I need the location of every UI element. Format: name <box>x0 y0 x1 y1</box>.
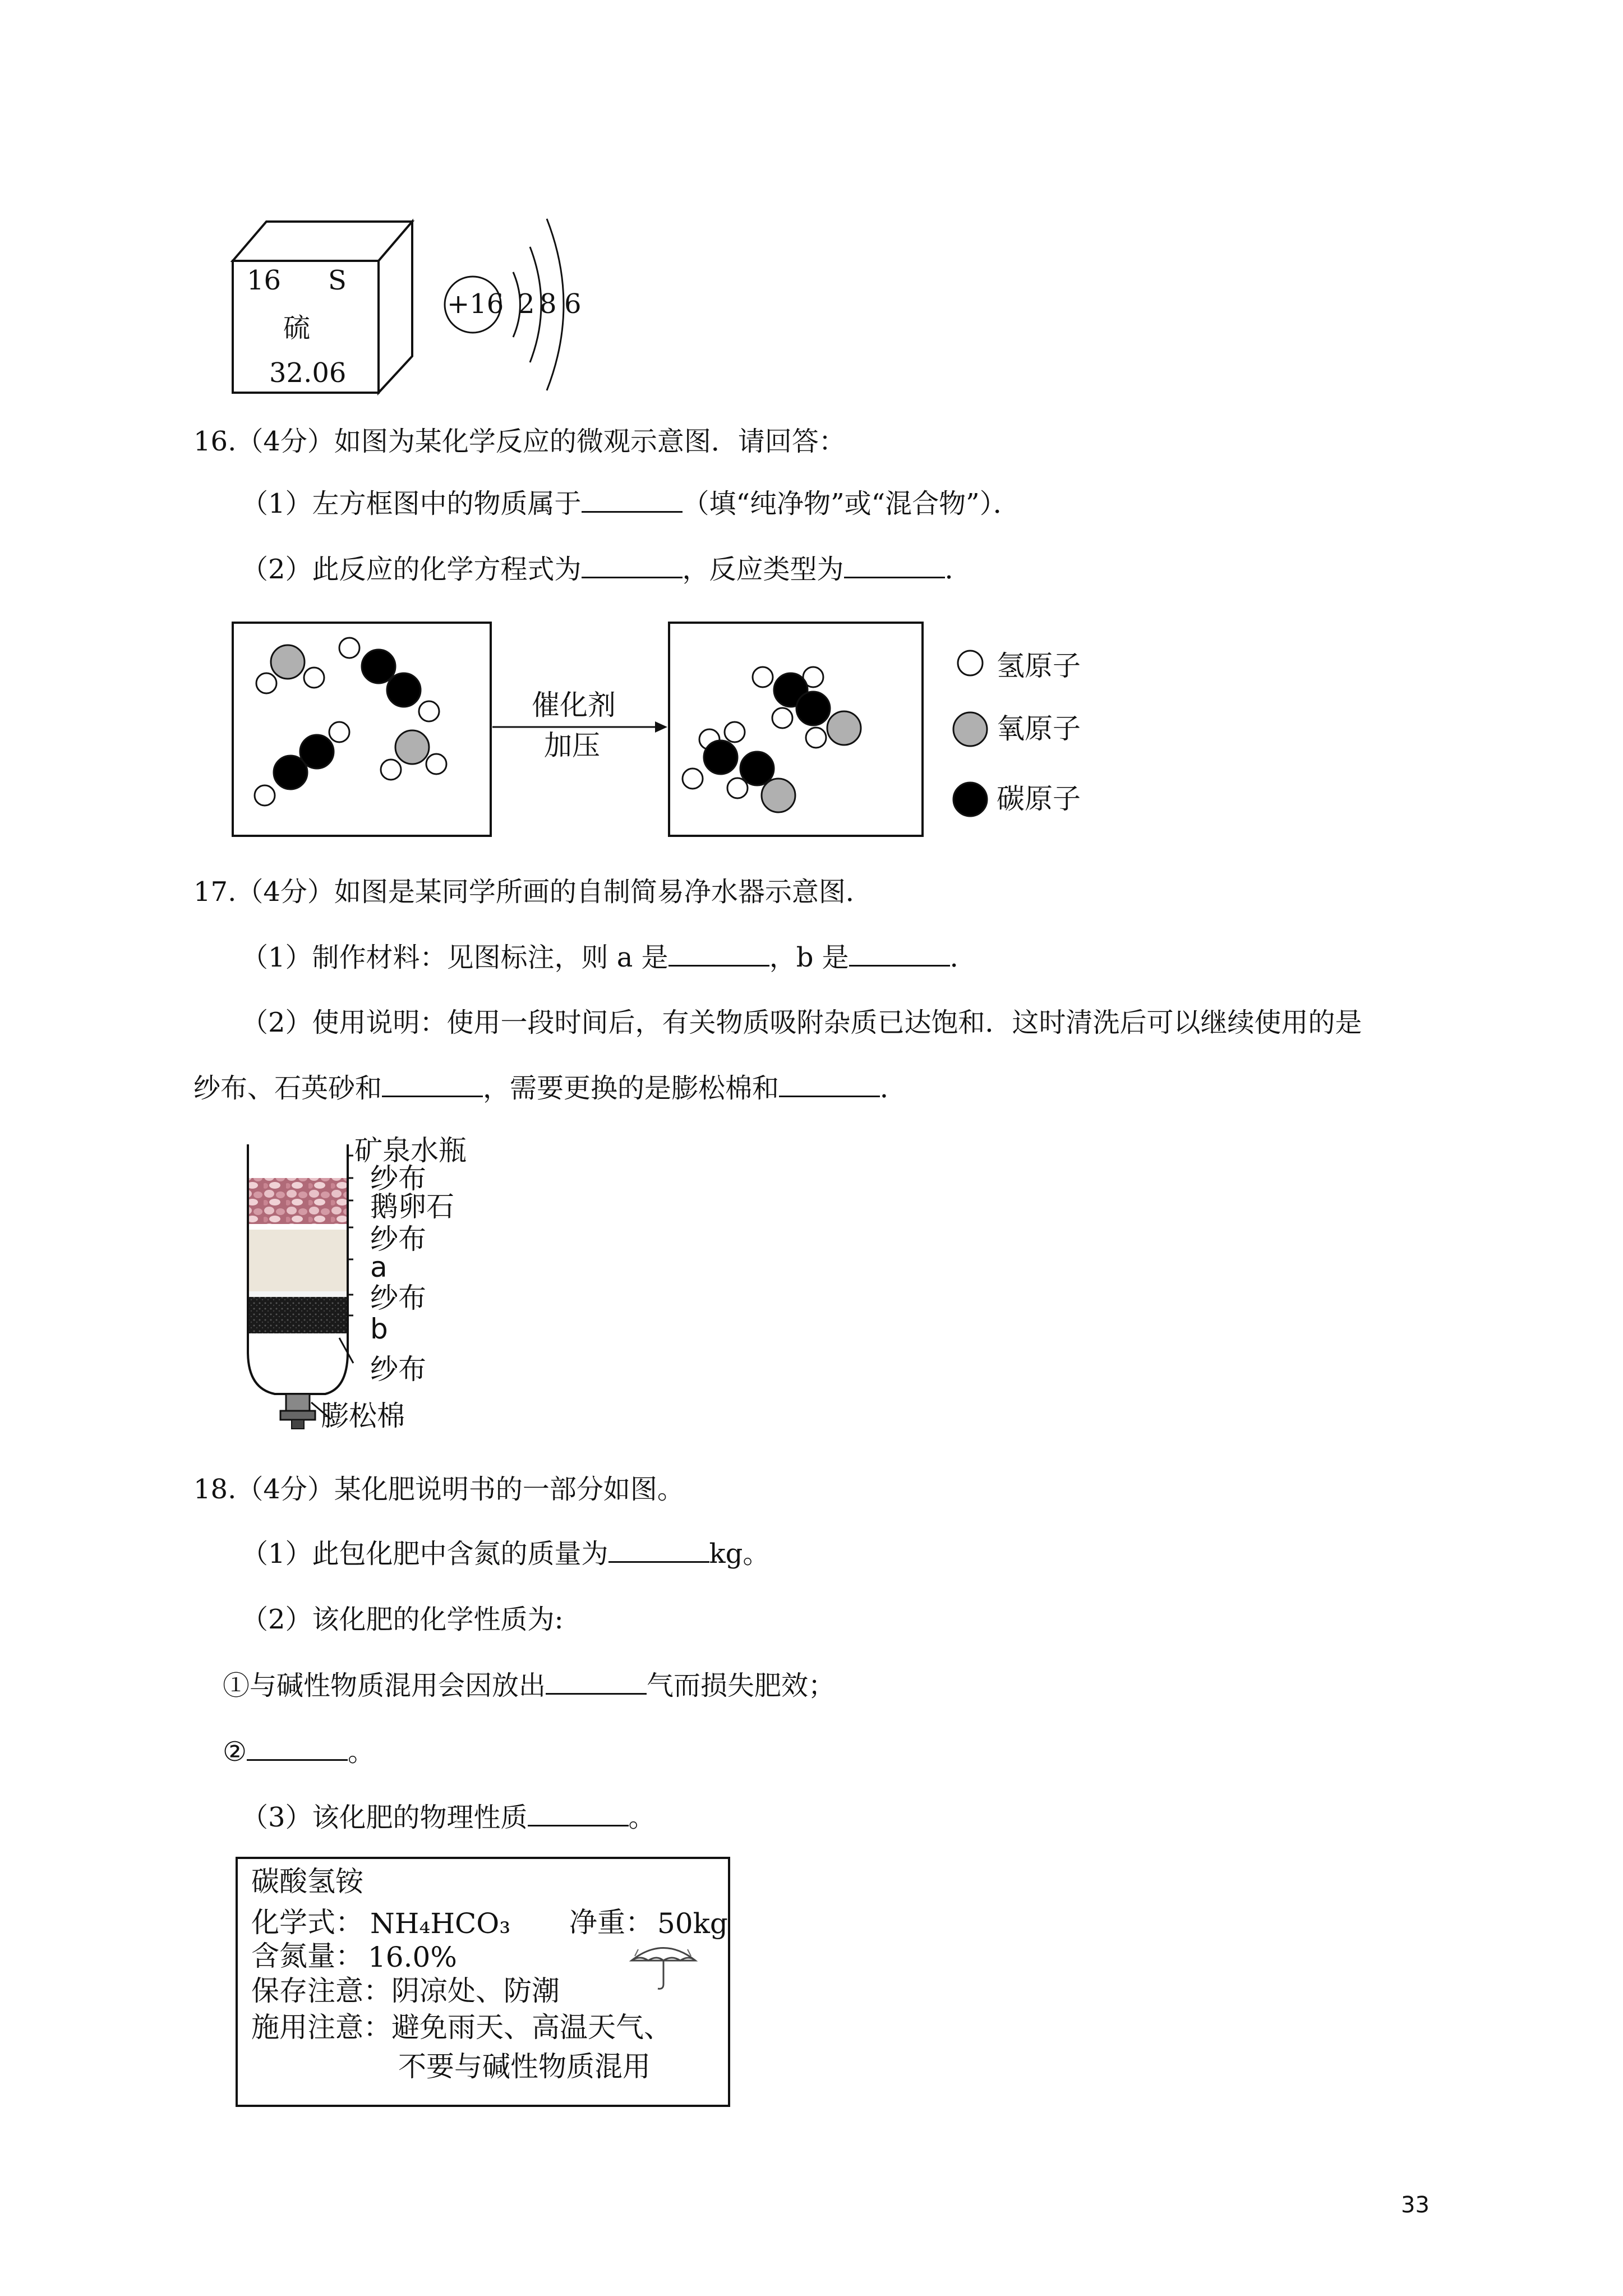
net-weight-value: 50kg <box>657 1907 728 1940</box>
legend-oxygen-swatch <box>953 712 987 746</box>
q16-part1: （1）左方框图中的物质属于 （填“纯净物”或“混合物”）． <box>241 488 1020 519</box>
filter-label-gauze-1: 纱布 <box>370 1162 426 1195</box>
arrow-label-catalyst: 催化剂 <box>532 689 616 721</box>
q17-blank-a[interactable] <box>668 942 769 967</box>
activated-charcoal-layer <box>249 1297 347 1333</box>
quartz-sand-layer <box>249 1230 347 1291</box>
hydrogen-atom <box>304 668 324 688</box>
umbrella-icon <box>627 1938 700 1991</box>
carbon-atom <box>796 692 830 725</box>
page-number: 33 <box>1401 2192 1430 2218</box>
shell-3-electrons: 6 <box>564 288 582 320</box>
oxygen-atom <box>271 645 305 679</box>
reaction-diagram <box>230 617 1105 841</box>
q18-part3: （3）该化肥的物理性质 。 <box>241 1802 656 1833</box>
hydrogen-atom <box>255 785 275 806</box>
hydrogen-atom <box>772 708 792 728</box>
pebble-layer <box>249 1178 347 1224</box>
q18-blank-3[interactable] <box>247 1737 348 1761</box>
carbon-atom <box>740 752 774 785</box>
q18-blank-1[interactable] <box>608 1539 709 1563</box>
nitrogen-content-value: 16.0% <box>368 1941 457 1973</box>
q17-part2-line1: （2）使用说明：使用一段时间后，有关物质吸附杂质已达饱和．这时清洗后可以继续使用的是 <box>241 1007 1362 1038</box>
fertilizer-name: 碳酸氢铵 <box>251 1865 363 1898</box>
hydrogen-atom <box>426 754 446 774</box>
gauze-layer <box>249 1291 347 1297</box>
element-name: 硫 <box>283 312 311 344</box>
usage-notice-2: 不要与碱性物质混用 <box>398 2050 651 2083</box>
filter-label-gauze-3: 纱布 <box>370 1282 426 1314</box>
filter-nozzle <box>286 1394 310 1411</box>
q17-title: 17.（4分）如图是某同学所画的自制简易净水器示意图． <box>193 876 873 908</box>
hydrogen-atom <box>381 760 401 780</box>
legend-carbon-swatch <box>953 783 987 816</box>
hydrogen-atom <box>329 722 349 742</box>
q16-blank-2[interactable] <box>582 554 683 578</box>
filter-label-pebbles: 鹅卵石 <box>370 1190 454 1223</box>
q18-blank-2[interactable] <box>546 1671 647 1695</box>
element-mass: 32.06 <box>269 357 347 389</box>
hydrogen-atom <box>683 769 703 789</box>
hydrogen-atom <box>806 728 826 748</box>
filter-label-gauze-4: 纱布 <box>370 1353 426 1386</box>
carbon-atom <box>387 673 421 707</box>
q18-part2-item2: ② 。 <box>223 1736 375 1768</box>
q16-part2: （2）此反应的化学方程式为 ，反应类型为 ． <box>241 554 972 585</box>
filter-label-cotton: 膨松棉 <box>321 1400 405 1432</box>
q18-part1: （1）此包化肥中含氮的质量为 kg。 <box>241 1538 770 1570</box>
oxygen-atom <box>827 711 861 745</box>
q17-blank-c[interactable] <box>382 1073 483 1097</box>
q17-part2-line2: 纱布、石英砂和 ，需要更换的是膨松棉和 ． <box>193 1073 907 1104</box>
filter-label-gauze-2: 纱布 <box>370 1223 426 1255</box>
q16-blank-3[interactable] <box>844 554 945 578</box>
shell-2-electrons: 8 <box>540 288 557 320</box>
q17-part1: （1）制作材料：见图标注，则 a 是 ，b 是 ． <box>241 942 977 973</box>
hydrogen-atom <box>725 722 745 742</box>
legend-carbon-label: 碳原子 <box>997 783 1081 815</box>
hydrogen-atom <box>419 701 439 721</box>
water-filter-diagram <box>241 1139 365 1430</box>
q16-title: 16.（4分）如图为某化学反应的微观示意图．请回答： <box>193 426 846 457</box>
hydrogen-atom <box>727 778 748 798</box>
oxygen-atom <box>395 730 429 764</box>
q18-title: 18.（4分）某化肥说明书的一部分如图。 <box>193 1474 684 1505</box>
element-number: 16 <box>247 265 282 296</box>
storage-notice: 保存注意：阴凉处、防潮 <box>251 1975 560 2007</box>
hydrogen-atom <box>339 638 359 658</box>
q18-part2: （2）该化肥的化学性质为: <box>241 1604 564 1635</box>
filter-label-b: b <box>370 1313 388 1345</box>
net-weight-label: 净重： <box>569 1906 653 1939</box>
usage-notice-1: 施用注意：避免雨天、高温天气、 <box>251 2011 672 2044</box>
shell-1-electrons: 2 <box>518 288 535 320</box>
filter-label-a: a <box>370 1251 388 1283</box>
carbon-atom <box>274 756 307 789</box>
carbon-atom <box>704 740 737 774</box>
filter-label-bottle: 矿泉水瓶 <box>354 1134 467 1167</box>
legend-hydrogen-swatch <box>958 651 983 675</box>
element-symbol: S <box>328 265 347 296</box>
arrow-label-pressure: 加压 <box>544 729 600 762</box>
hydrogen-atom <box>753 667 773 687</box>
gauze-layer <box>249 1224 347 1230</box>
q18-blank-4[interactable] <box>528 1802 629 1826</box>
q17-blank-d[interactable] <box>779 1073 880 1097</box>
oxygen-atom <box>762 779 795 812</box>
q18-part2-item1: ①与碱性物质混用会因放出 气而损失肥效； <box>223 1670 836 1701</box>
legend-oxygen-label: 氧原子 <box>997 712 1081 745</box>
q16-blank-1[interactable] <box>582 489 683 513</box>
hydrogen-atom <box>256 673 276 693</box>
nitrogen-content-label: 含氮量： <box>251 1940 363 1972</box>
carbon-atom <box>362 650 395 683</box>
formula-label: 化学式： <box>251 1906 363 1939</box>
q17-blank-b[interactable] <box>849 942 950 967</box>
formula-value: NH₄HCO₃ <box>370 1907 511 1940</box>
legend-hydrogen-label: 氢原子 <box>997 650 1081 682</box>
nucleus-charge: +16 <box>447 288 504 320</box>
